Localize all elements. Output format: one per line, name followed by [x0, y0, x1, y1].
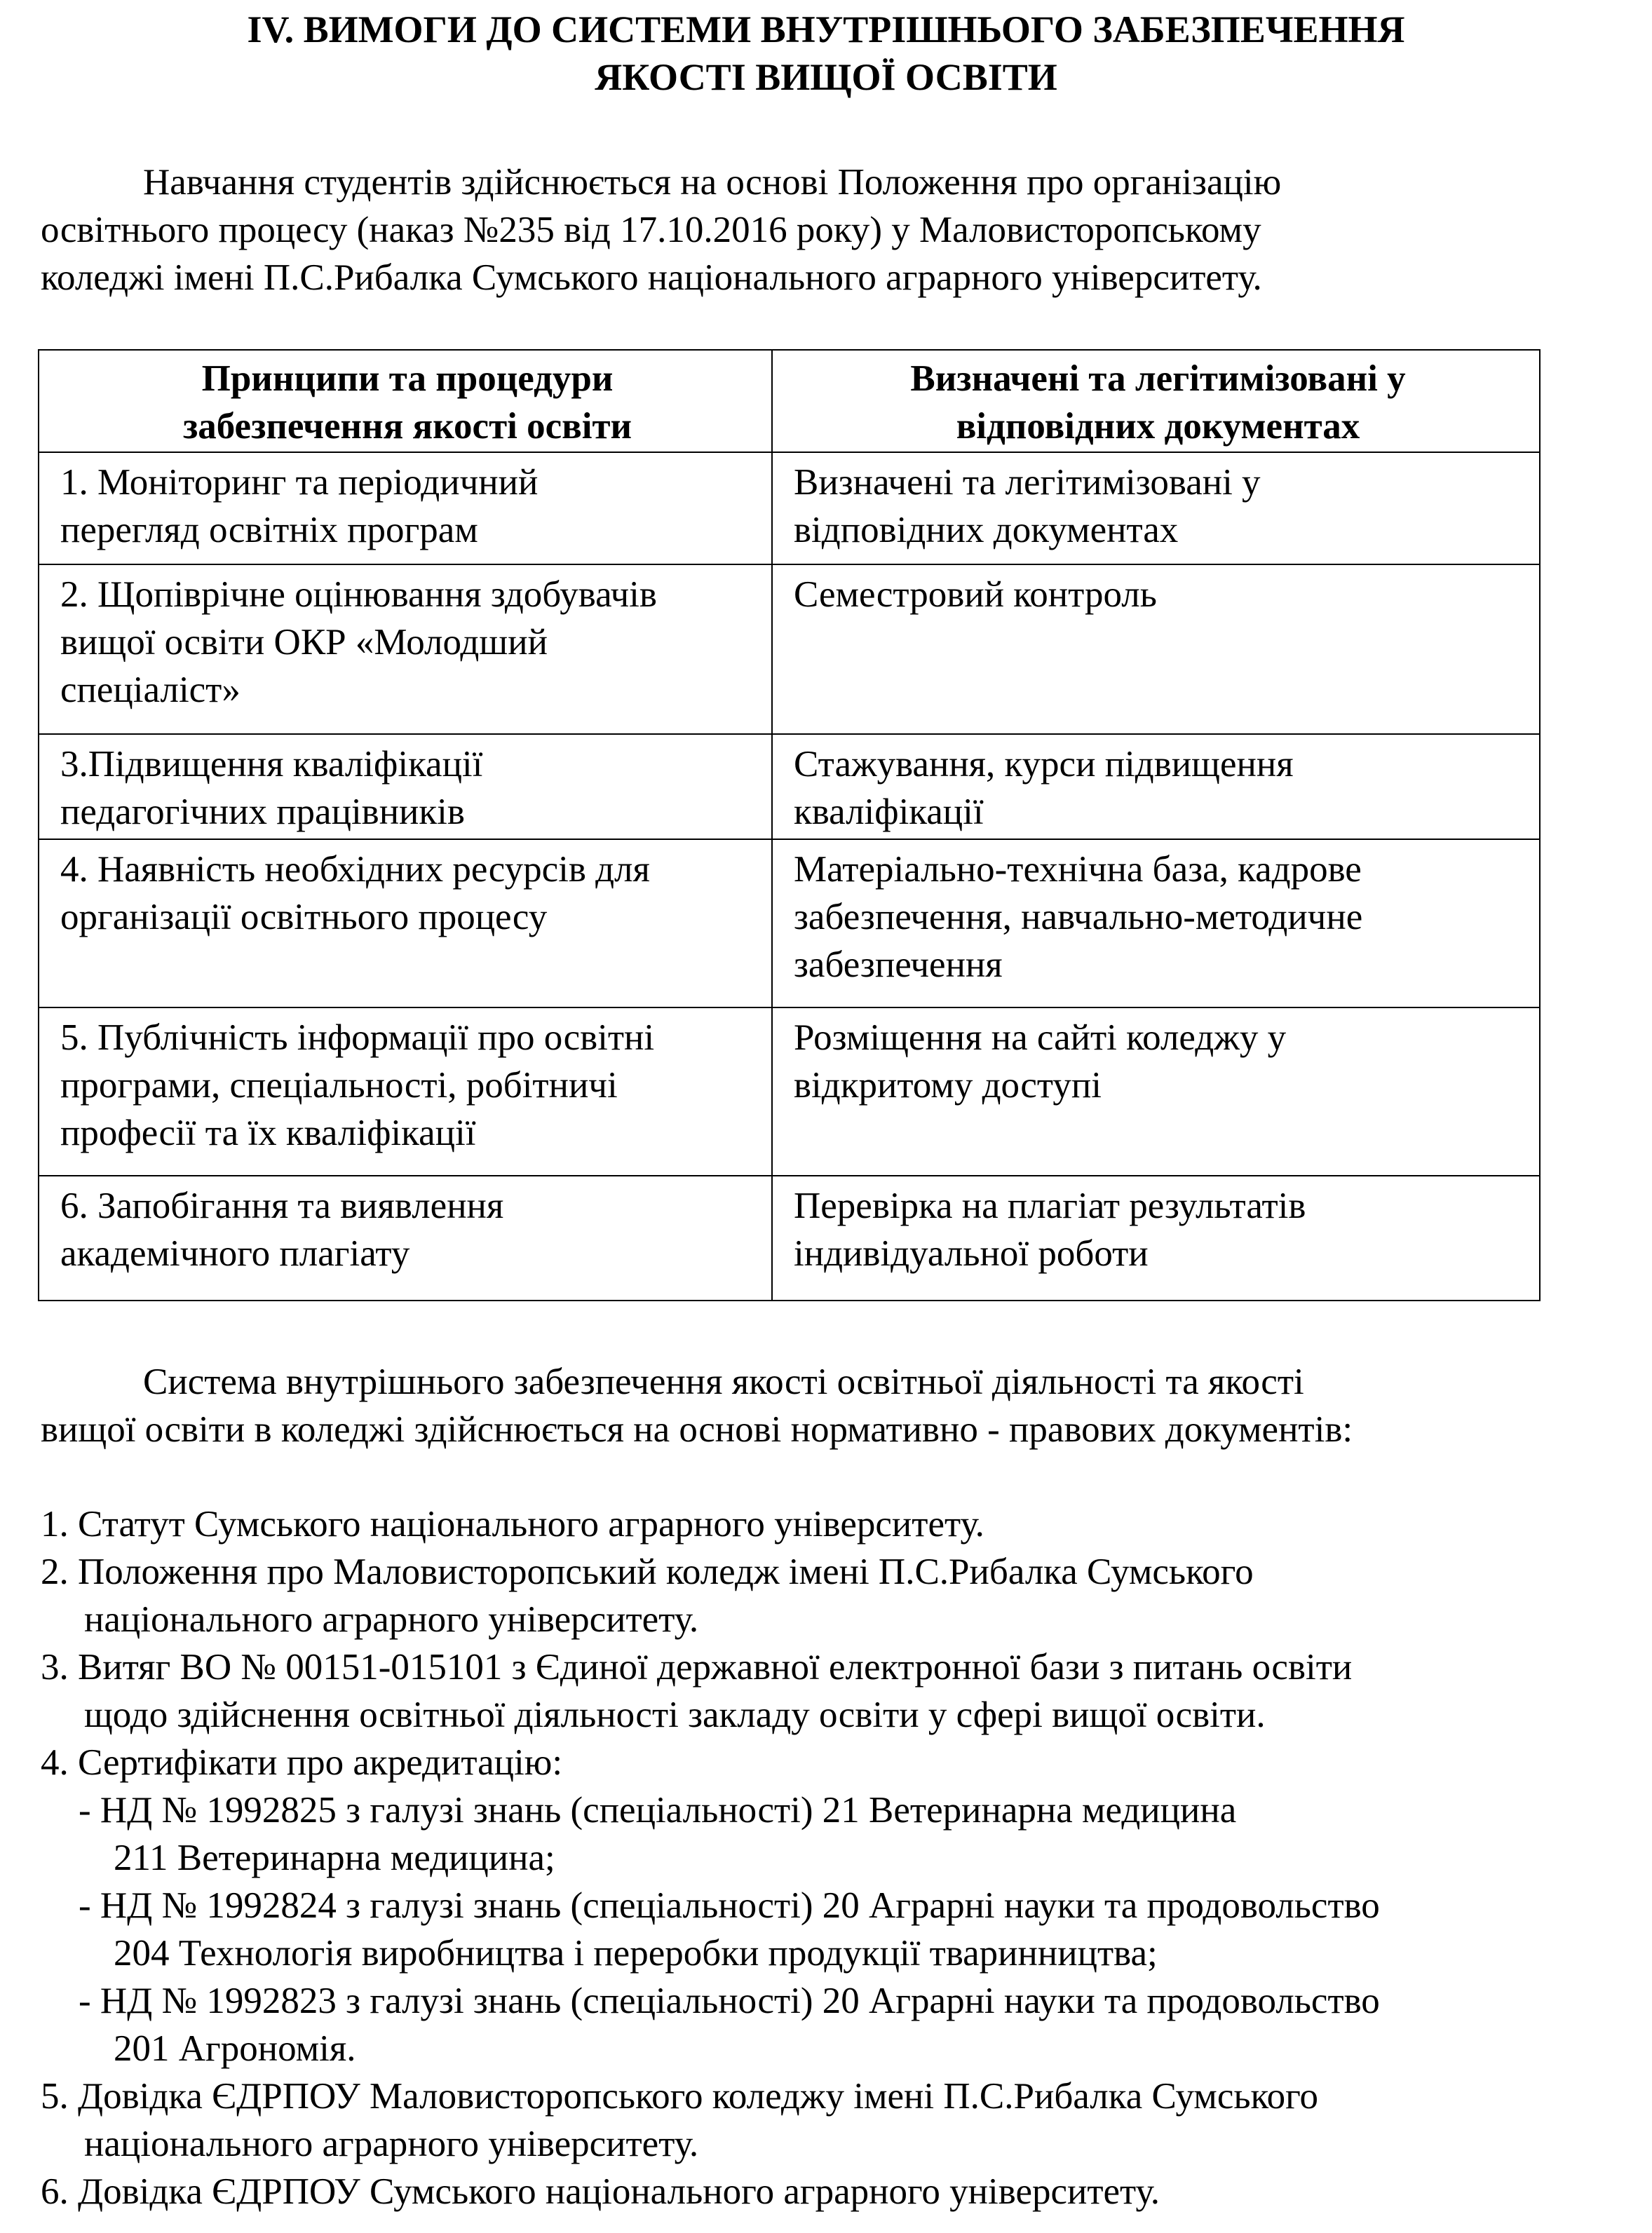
row-3-document-line-2: кваліфікації	[794, 792, 984, 832]
intro-paragraph	[41, 158, 1281, 301]
row-5-document-line-2: відкритому доступі	[794, 1065, 1102, 1106]
row-6-principle-line-2: академічного плагіату	[60, 1233, 410, 1274]
table-row	[39, 1176, 1540, 1301]
title-line-2: ЯКОСТІ ВИЩОЇ ОСВІТИ	[595, 56, 1057, 98]
certificate-item: - НД № 1992825 з галузі знань (спеціальності) 21 Ветеринарна медицина	[79, 1790, 1237, 1831]
row-2-principle-line-3: спеціаліст»	[60, 670, 241, 710]
row-5-document	[772, 1007, 1540, 1176]
row-2-document-line-1: Семестровий контроль	[794, 574, 1157, 615]
row-3-principle-line-2: педагогічних працівників	[60, 792, 465, 832]
row-1-document-line-2: відповідних документах	[794, 510, 1179, 550]
row-6-document-line-2: індивідуальної роботи	[794, 1233, 1149, 1274]
certificate-item: - НД № 1992824 з галузі знань (спеціальності) 20 Аграрні науки та продовольство	[79, 1885, 1380, 1926]
row-4-principle	[39, 839, 772, 1007]
row-2-principle	[39, 564, 772, 734]
row-5-principle-line-3: професії та їх кваліфікації	[60, 1113, 476, 1153]
row-6-document-line-1: Перевірка на плагіат результатів	[794, 1186, 1306, 1226]
row-4-principle-line-1: 4. Наявність необхідних ресурсів для	[60, 849, 650, 890]
row-4-document-line-1: Матеріально-технічна база, кадрове	[794, 849, 1362, 890]
table-row	[39, 734, 1540, 839]
header-documents-line-2: відповідних документах	[956, 406, 1360, 447]
row-3-document-line-1: Стажування, курси підвищення	[794, 744, 1294, 785]
intro-line-1: Навчання студентів здійснюється на основі Положення про організацію	[143, 162, 1282, 203]
row-1-principle-line-2: перегляд освітніх програм	[60, 510, 478, 550]
table-header-row	[39, 350, 1540, 452]
row-5-principle	[39, 1007, 772, 1176]
system-line-1: Система внутрішнього забезпечення якості освітньої діяльності та якості	[143, 1362, 1304, 1402]
row-4-document-line-2: забезпечення, навчально-методичне	[794, 897, 1363, 937]
row-1-principle-line-1: 1. Моніторинг та періодичний	[60, 462, 539, 503]
row-4-principle-line-2: організації освітнього процесу	[60, 897, 548, 937]
system-line-2: вищої освіти в коледжі здійснюється на основі нормативно - правових документів:	[41, 1409, 1353, 1450]
header-documents-line-1: Визначені та легітимізовані у	[910, 358, 1406, 399]
header-principles-line-1: Принципи та процедури	[201, 358, 614, 399]
row-1-document-line-1: Визначені та легітимізовані у	[794, 462, 1261, 503]
row-1-document	[772, 452, 1540, 564]
list-item: 5. Довідка ЄДРПОУ Маловисторопського коледжу імені П.С.Рибалка Сумського	[41, 2076, 1319, 2117]
row-4-document-line-3: забезпечення	[794, 944, 1003, 985]
row-6-principle	[39, 1176, 772, 1301]
certificate-item: - НД № 1992823 з галузі знань (спеціальності) 20 Аграрні науки та продовольство	[79, 1981, 1380, 2021]
list-item-continuation: національного аграрного університету.	[84, 1599, 699, 1640]
row-5-principle-line-2: програми, спеціальності, робітничі	[60, 1065, 618, 1106]
certificate-specialty: 211 Ветеринарна медицина;	[114, 1838, 555, 1878]
table-row	[39, 564, 1540, 734]
header-documents	[772, 350, 1540, 452]
row-3-principle-line-1: 3.Підвищення кваліфікації	[60, 744, 483, 785]
certificate-specialty: 201 Агрономія.	[114, 2028, 356, 2069]
certificate-specialty: 204 Технологія виробництва і переробки продукції тваринництва;	[114, 1933, 1158, 1974]
normative-documents-list	[41, 1500, 1380, 2215]
row-3-principle	[39, 734, 772, 839]
row-2-principle-line-1: 2. Щопіврічне оцінювання здобувачів	[60, 574, 657, 615]
list-item: 6. Довідка ЄДРПОУ Сумського національного аграрного університету.	[41, 2171, 1160, 2212]
list-item: 2. Положення про Маловисторопський коледж імені П.С.Рибалка Сумського	[41, 1552, 1254, 1592]
row-5-principle-line-1: 5. Публічність інформації про освітні	[60, 1017, 655, 1058]
row-4-document	[772, 839, 1540, 1007]
list-item-continuation: щодо здійснення освітньої діяльності закладу освіти у сфері вищої освіти.	[84, 1695, 1266, 1735]
system-paragraph	[41, 1358, 1353, 1453]
row-6-document	[772, 1176, 1540, 1301]
table-row	[39, 452, 1540, 564]
table-row	[39, 839, 1540, 1007]
row-1-principle	[39, 452, 772, 564]
header-principles	[39, 350, 772, 452]
row-6-principle-line-1: 6. Запобігання та виявлення	[60, 1186, 504, 1226]
list-item: 4. Сертифікати про акредитацію:	[41, 1742, 563, 1783]
row-2-principle-line-2: вищої освіти ОКР «Молодший	[60, 622, 548, 663]
list-item: 1. Статут Сумського національного аграрного університету.	[41, 1504, 984, 1545]
quality-requirements-table	[38, 349, 1541, 1301]
title-line-1: IV. ВИМОГИ ДО СИСТЕМИ ВНУТРІШНЬОГО ЗАБЕЗПЕЧЕННЯ	[247, 8, 1405, 50]
row-2-document	[772, 564, 1540, 734]
intro-line-3: коледжі імені П.С.Рибалка Сумського національного аграрного університету.	[41, 257, 1262, 298]
header-principles-line-2: забезпечення якості освіти	[182, 406, 632, 447]
intro-line-2: освітнього процесу (наказ №235 від 17.10.2016 року) у Маловисторопському	[41, 210, 1261, 250]
list-item-continuation: національного аграрного університету.	[84, 2124, 699, 2164]
table-row	[39, 1007, 1540, 1176]
row-5-document-line-1: Розміщення на сайті коледжу у	[794, 1017, 1287, 1058]
page-title	[0, 6, 1652, 101]
list-item: 3. Витяг ВО № 00151-015101 з Єдиної державної електронної бази з питань освіти	[41, 1647, 1353, 1688]
row-3-document	[772, 734, 1540, 839]
